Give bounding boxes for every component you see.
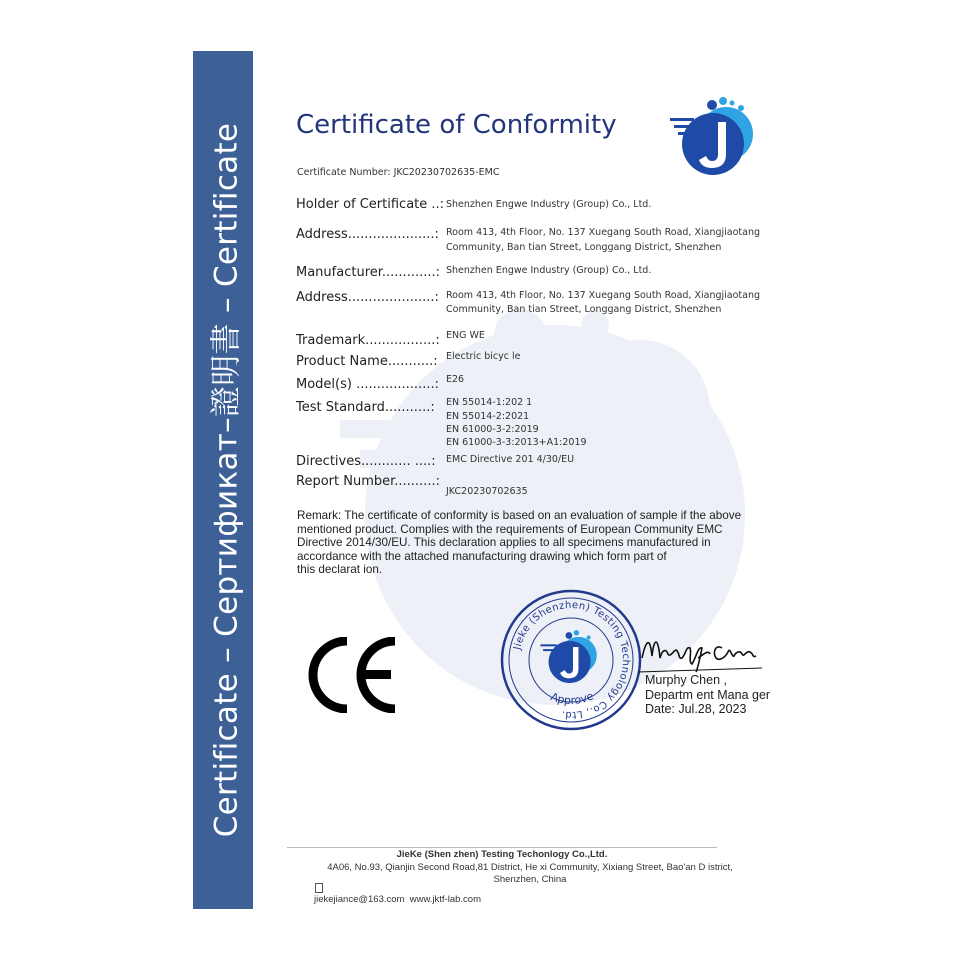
manufacturer-address-line-1: Room 413, 4th Floor, No. 137 Xuegang South Road, Xiangjiaotang (446, 290, 761, 301)
holder-label: Holder of Certificate ..: (296, 197, 445, 212)
signature-date: Date: Jul.28, 2023 (645, 702, 747, 716)
footer-address-line-2: Shenzhen, China (493, 874, 567, 885)
footer-contact: jiekejiance@163.com www.jktf-lab.com (314, 894, 481, 905)
test-standard-line-1: EN 55014-1:202 1 (446, 397, 533, 408)
product-name-value: Electric bicyc le (446, 351, 521, 362)
test-standard-line-4: EN 61000-3-3:2013+A1:2019 (446, 437, 587, 448)
holder-address-line-1: Room 413, 4th Floor, No. 137 Xuegang South Road, Xiangjiaotang (446, 227, 761, 238)
manufacturer-address-line-2: Community, Ban tian Street, Longgang District, Shenzhen (446, 304, 722, 315)
certificate-title: Certificate of Conformity (296, 110, 617, 140)
directives-value: EMC Directive 201 4/30/EU (446, 454, 575, 465)
test-standard-line-2: EN 55014-2:2021 (446, 411, 530, 422)
footer-address-line-1: 4A06, No.93, Qianjin Second Road,81 District, He xi Community, Xixiang Street, Bao'an D istrict, (327, 862, 733, 873)
models-value: E26 (446, 374, 465, 385)
trademark-label: Trademark.................: (296, 333, 440, 348)
manufacturer-address-label: Address.....................: (296, 290, 439, 305)
svg-text:Approve (549, 689, 596, 707)
jieke-logo-icon (668, 94, 762, 180)
test-standard-line-3: EN 61000-3-2:2019 (446, 424, 539, 435)
product-name-label: Product Name...........: (296, 354, 438, 369)
ce-mark-icon (307, 637, 403, 713)
remark-line: accordance with the attached manufacturing drawing which form part of (297, 549, 667, 563)
holder-address-line-2: Community, Ban tian Street, Longgang District, Shenzhen (446, 242, 722, 253)
remark-line: Remark: The certificate of conformity is based on an evaluation of sample if the above (297, 509, 742, 522)
manufacturer-label: Manufacturer.............: (296, 265, 440, 280)
approval-stamp-icon (499, 588, 643, 732)
handwritten-signature-icon (636, 628, 764, 676)
remark-line: this declarat ion. (297, 563, 383, 576)
stamp-ring-text: Jieke (Shenzhen) Testing Technology Co., Ltd. (512, 599, 632, 721)
signatory-position: Departm ent Mana ger (645, 687, 771, 702)
directives-label: Directives............ ....: (296, 454, 436, 469)
remark-paragraph (297, 509, 777, 577)
holder-value: Shenzhen Engwe Industry (Group) Co., Ltd. (446, 199, 652, 210)
footer-divider (287, 847, 717, 848)
report-number-value: JKC20230702635 (446, 486, 528, 497)
report-number-label: Report Number..........: (296, 474, 440, 489)
holder-address-label: Address.....................: (296, 227, 439, 242)
footer-company: JieKe (Shen zhen) Testing Techonlogy Co.,Ltd. (396, 849, 608, 860)
signature-block (645, 673, 770, 717)
remark-line: mentioned product. Complies with the requirements of European Community EMC (297, 522, 723, 536)
stamp-approve-text: Approve (548, 689, 596, 708)
manufacturer-value: Shenzhen Engwe Industry (Group) Co., Ltd. (446, 265, 652, 276)
side-banner-text: Certificate – Сертификат–證明書 – Certificate (208, 122, 245, 838)
signatory-name: Murphy Chen , (645, 673, 727, 687)
remark-line: Directive 2014/30/EU. This declaration applies to all specimens manufactured in (297, 536, 711, 549)
test-standard-label: Test Standard...........: (296, 400, 435, 415)
trademark-value: ENG WE (446, 330, 485, 341)
certificate-number: Certificate Number: JKC20230702635-EMC (297, 167, 500, 178)
footer-glyph-icon (315, 883, 323, 893)
models-label: Model(s) ...................: (296, 377, 439, 392)
